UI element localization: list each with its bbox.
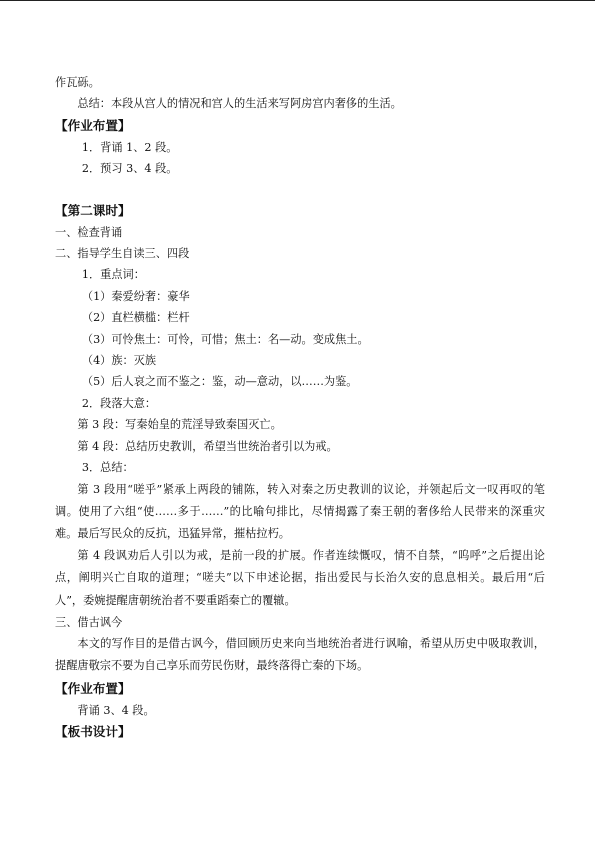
sub-heading: 1．重点词： (81, 268, 145, 282)
spacer (55, 180, 545, 200)
word-item: （3）可怜焦土：可怜，可惜；焦土：名—动。变成焦土。 (81, 332, 369, 346)
summary-paragraph: 第 4 段讽劝后人引以为戒，是前一段的扩展。作者连续慨叹，情不自禁，“呜呼”之后提出论点，阐明兴亡自取的道理；“嗟夫”以下申述论据，指出爱民与长治久安的息息相关。最后用“后人”，委婉提醒唐朝统治者不要重蹈秦亡的覆辙。 (55, 549, 545, 607)
page-top-rule (0, 0, 595, 1)
word-item: （2）直栏横槛：栏杆 (81, 311, 190, 325)
step-heading: 二、指导学生自读三、四段 (55, 247, 190, 261)
sub-heading: 2．段落大意： (81, 396, 157, 410)
homework-item: 1．背诵 1、2 段。 (81, 140, 178, 154)
body-paragraph: 本文的写作目的是借古讽今，借回顾历史来向当地统治者进行讽喻，希望从历史中吸取教训，提醒唐敬宗不要为自己享乐而劳民伤财，最终落得亡秦的下场。 (55, 637, 545, 673)
step-heading: 一、检查背诵 (55, 225, 123, 239)
paragraph-summary: 第 4 段：总结历史教训，希望当世统治者引以为戒。 (77, 439, 338, 453)
homework-item: 2．预习 3、4 段。 (81, 162, 178, 176)
text-line: 作瓦砾。 (55, 76, 100, 89)
homework-item: 背诵 3、4 段。 (77, 703, 155, 717)
section-heading-second-lesson: 【第二课时】 (55, 202, 131, 218)
section-heading-homework: 【作业布置】 (55, 117, 131, 133)
section-heading-homework: 【作业布置】 (55, 680, 131, 696)
summary-line: 总结：本段从宫人的情况和宫人的生活来写阿房宫内奢侈的生活。 (77, 97, 402, 111)
paragraph-summary: 第 3 段：写秦始皇的荒淫导致秦国灭亡。 (77, 418, 282, 432)
document-body (55, 72, 545, 743)
word-item: （4）族：灭族 (81, 354, 157, 368)
word-item: （1）秦爱纷奢：豪华 (81, 289, 190, 303)
section-heading-board-design: 【板书设计】 (55, 723, 131, 739)
sub-heading: 3．总结： (81, 461, 134, 475)
step-heading: 三、借古讽今 (55, 615, 123, 629)
summary-paragraph: 第 3 段用“嗟乎”紧承上两段的铺陈，转入对秦之历史教训的议论，并领起后文一叹再叹的笔调。使用了六组“使……多于……”的比喻句排比，尽情揭露了秦王朝的奢侈给人民带来的深重灾难。最后写民众的反抗，迅猛异常，摧枯拉朽。 (55, 482, 545, 540)
word-item: （5）后人哀之而不鉴之：鉴，动—意动，以……为鉴。 (81, 375, 358, 389)
